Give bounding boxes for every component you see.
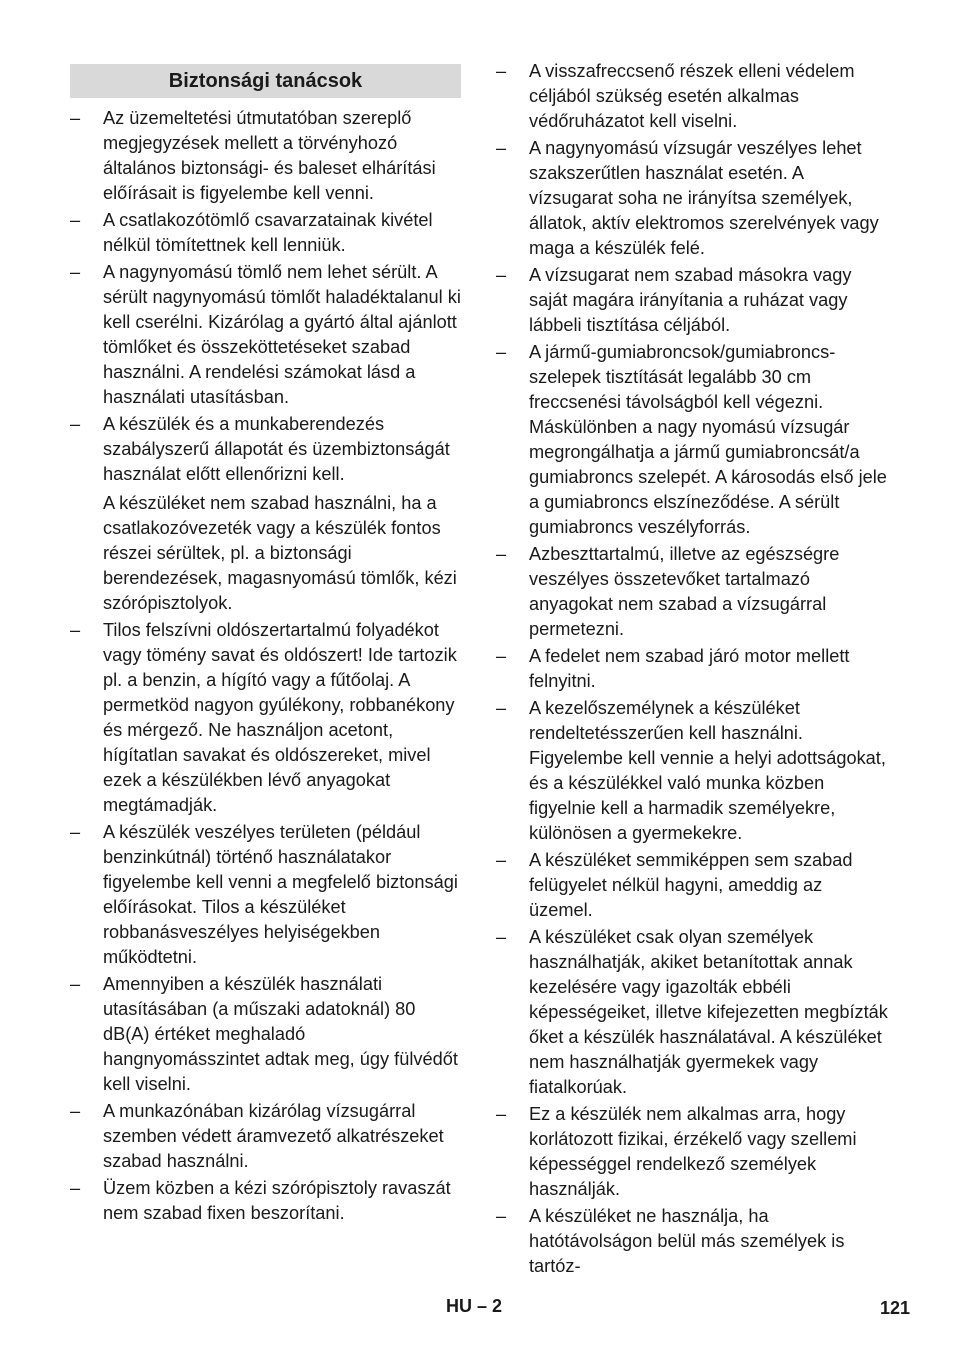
list-item	[70, 618, 462, 818]
list-item-text: A nagynyomású vízsugár veszélyes lehet szakszerűtlen használat esetén. A vízsugarat soha ne irányítsa személyek, állatok, aktív elektromos szerelvények vagy maga a készülék felé.	[529, 138, 879, 258]
section-title: Biztonsági tanácsok	[70, 64, 461, 98]
list-item	[70, 820, 462, 970]
list-item-text: Amennyiben a készülék használati utasításában (a műszaki adatoknál) 80 dB(A) értéket meghaladó hangnyomásszintet adtak meg, úgy fülvédőt kell viselni.	[103, 974, 458, 1094]
bullet-dash: –	[70, 262, 81, 282]
list-item	[70, 972, 462, 1097]
list-item-text: A vízsugarat nem szabad másokra vagy saját magára irányítania a ruházat vagy lábbeli tisztítása céljából.	[529, 265, 852, 335]
list-item	[496, 1204, 888, 1279]
list-item-text: A munkazónában kizárólag vízsugárral szemben védett áramvezető alkatrészeket szabad használni.	[103, 1101, 444, 1171]
bullet-dash: –	[496, 138, 507, 158]
list-item	[70, 260, 462, 410]
bullet-dash: –	[70, 108, 81, 128]
list-item-text: Tilos felszívni oldószertartalmú folyadékot vagy tömény savat és oldószert! Ide tartozik pl. a benzin, a hígító vagy a fűtőolaj. A permetköd nagyon gyúlékony, robbanékony és mérgező. Ne használjon acetont, hígítatlan savakat és oldószereket, mivel ezek a készülékben lévő anyagokat megtámadják.	[103, 620, 457, 815]
bullet-dash: –	[70, 210, 81, 230]
bullet-dash: –	[496, 544, 507, 564]
list-item-text: A készüléket semmiképpen sem szabad felügyelet nélkül hagyni, ameddig az üzemel.	[529, 850, 853, 920]
bullet-dash: –	[496, 646, 507, 666]
bullet-dash: –	[70, 822, 81, 842]
list-item-text: A fedelet nem szabad járó motor mellett felnyitni.	[529, 646, 850, 691]
bullet-dash: –	[496, 61, 507, 81]
list-item	[496, 340, 888, 540]
list-item-text: A visszafreccsenő részek elleni védelem céljából szükség esetén alkalmas védőruházatot kell viselni.	[529, 61, 855, 131]
list-item	[496, 848, 888, 923]
list-item-text: A jármű-gumiabroncsok/gumiabroncs-szelepek tisztítását legalább 30 cm freccsenési távolságból kell végezni. Máskülönben a nagy nyomású vízsugár megrongálhatja a jármű gumiabroncsát/a gumiabroncs szelepét. A károsodás első jele a gumiabroncs elszíneződése. A sérült gumiabroncs veszélyforrás.	[529, 342, 887, 537]
list-item-text: Azbeszttartalmú, illetve az egészségre veszélyes összetevőket tartalmazó anyagokat nem szabad a vízsugárral permetezni.	[529, 544, 840, 639]
list-item	[70, 1099, 462, 1174]
bullet-dash: –	[496, 1104, 507, 1124]
list-item-text: Ez a készülék nem alkalmas arra, hogy korlátozott fizikai, érzékelő vagy szellemi képességgel rendelkező személyek használják.	[529, 1104, 857, 1199]
list-item	[70, 412, 462, 616]
bullet-dash: –	[496, 850, 507, 870]
footer-language-code: HU – 2	[446, 1296, 503, 1316]
list-item	[496, 696, 888, 846]
bullet-dash: –	[70, 620, 81, 640]
list-item-text: A készüléket csak olyan személyek használhatják, akiket betanítottak annak kezelésére vagy igazolták ebbéli képességeiket, illetve kifejezetten megbízták őket a készülék használatával. A készüléket nem használhatják gyermekek vagy fiatalkorúak.	[529, 927, 888, 1097]
list-item-text: A készüléket nem szabad használni, ha a csatlakozóvezeték vagy a készülék fontos részei sérültek, pl. a biztonsági berendezések, magasnyomású tömlők, kézi szórópisztolyok.	[103, 493, 457, 613]
list-item	[496, 542, 888, 642]
list-item	[70, 106, 462, 206]
bullet-dash: –	[70, 414, 81, 434]
list-item	[496, 136, 888, 261]
bullet-dash: –	[496, 1206, 507, 1226]
list-item	[496, 59, 888, 134]
page-number: 121	[879, 1298, 910, 1318]
bullet-dash: –	[496, 927, 507, 947]
list-item	[496, 925, 888, 1100]
list-item	[70, 1176, 462, 1226]
left-bullet-list	[70, 106, 462, 1228]
bullet-dash: –	[496, 342, 507, 362]
bullet-dash: –	[70, 974, 81, 994]
list-item	[496, 263, 888, 338]
bullet-dash: –	[496, 698, 507, 718]
bullet-dash: –	[70, 1101, 81, 1121]
list-item	[496, 644, 888, 694]
list-item-text: A nagynyomású tömlő nem lehet sérült. A sérült nagynyomású tömlőt haladéktalanul ki kell cserélni. Kizárólag a gyártó által ajánlott tömlőket és összeköttetéseket szabad használni. A rendelési számokat lásd a használati utasításban.	[103, 262, 461, 407]
list-item-text: A kezelőszemélynek a készüléket rendeltetésszerűen kell használni. Figyelembe kell vennie a helyi adottságokat, és a készülékkel való munka közben figyelnie kell a harmadik személyekre, különösen a gyermekekre.	[529, 698, 886, 843]
list-item-text: A készülék és a munkaberendezés szabályszerű állapotát és üzembiztonságát használat előtt ellenőrizni kell.	[103, 414, 450, 484]
list-item-text: A készülék veszélyes területen (például benzinkútnál) történő használatakor figyelembe kell venni a megfelelő biztonsági előírásokat. Tilos a készüléket robbanásveszélyes helyiségekben működtetni.	[103, 822, 458, 967]
bullet-dash: –	[70, 1178, 81, 1198]
bullet-dash: –	[496, 265, 507, 285]
list-item-text: A csatlakozótömlő csavarzatainak kivétel nélkül tömítettnek kell lenniük.	[103, 210, 433, 255]
list-item-text: Az üzemeltetési útmutatóban szereplő megjegyzések mellett a törvényhozó általános biztonsági- és baleset elhárítási előírásait is figyelembe kell venni.	[103, 108, 436, 203]
list-item-text: Üzem közben a kézi szórópisztoly ravaszát nem szabad fixen beszorítani.	[103, 1178, 451, 1223]
list-item	[70, 208, 462, 258]
right-bullet-list	[496, 59, 888, 1281]
list-item	[496, 1102, 888, 1202]
list-item-text: A készüléket ne használja, ha hatótávolságon belül más személyek is tartóz-	[529, 1206, 845, 1276]
